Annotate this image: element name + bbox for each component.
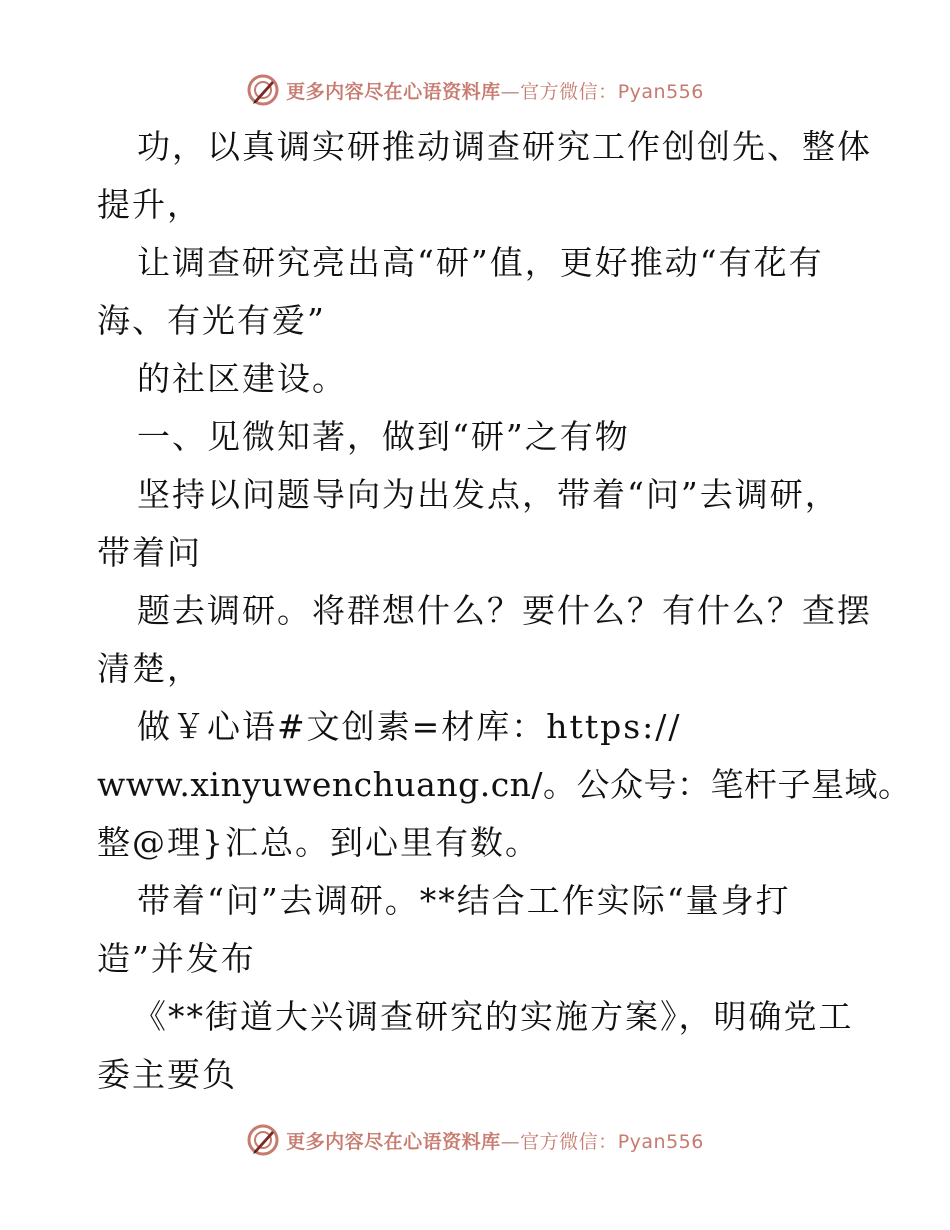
text-line: 让调查研究亮出高“研”值，更好推动“有花有	[137, 243, 824, 282]
text-line: 整@理}汇总。到心里有数。	[97, 823, 540, 862]
footer-separator: —	[500, 1130, 521, 1153]
header-brand-text: 更多内容尽在心语资料库	[286, 80, 501, 103]
footer-banner-text	[286, 1127, 704, 1154]
text-line: 清楚，	[97, 649, 202, 688]
footer-brand-text: 更多内容尽在心语资料库	[286, 1130, 501, 1153]
brand-logo-icon	[246, 73, 280, 107]
header-banner	[0, 70, 950, 110]
text-line: 提升，	[97, 185, 202, 224]
text-line: 做￥心语#文创素=材库：https://	[137, 707, 682, 746]
section-heading: 一、见微知著，做到“研”之有物	[137, 417, 630, 456]
text-line: 带着问	[97, 533, 202, 572]
text-line: 的社区建设。	[137, 359, 347, 398]
text-line: 海、有光有爱”	[97, 301, 326, 340]
text-line: 题去调研。将群想什么？要什么？有什么？查摆	[137, 591, 872, 630]
text-line: 坚持以问题导向为出发点，带着“问”去调研，	[137, 475, 840, 514]
text-line: 《**街道大兴调查研究的实施方案》，明确党工	[133, 997, 854, 1036]
text-line: 带着“问”去调研。**结合工作实际“量身打	[137, 881, 791, 920]
header-separator: —	[500, 80, 521, 103]
footer-banner	[0, 1120, 950, 1160]
text-line: 功，以真调实研推动调查研究工作创创先、整体	[137, 127, 872, 166]
text-line: www.xinyuwenchuang.cn/。公众号：笔杆子星域。	[97, 765, 912, 804]
brand-logo-icon	[246, 1123, 280, 1157]
document-body	[97, 118, 912, 1104]
footer-wechat-label: 官方微信：	[520, 1130, 618, 1153]
footer-wechat-id: Pyan556	[617, 1130, 704, 1153]
text-line: 造”并发布	[97, 939, 256, 978]
header-wechat-label: 官方微信：	[520, 80, 618, 103]
text-line: 委主要负	[97, 1055, 237, 1094]
header-banner-text	[286, 77, 704, 104]
header-wechat-id: Pyan556	[617, 80, 704, 103]
